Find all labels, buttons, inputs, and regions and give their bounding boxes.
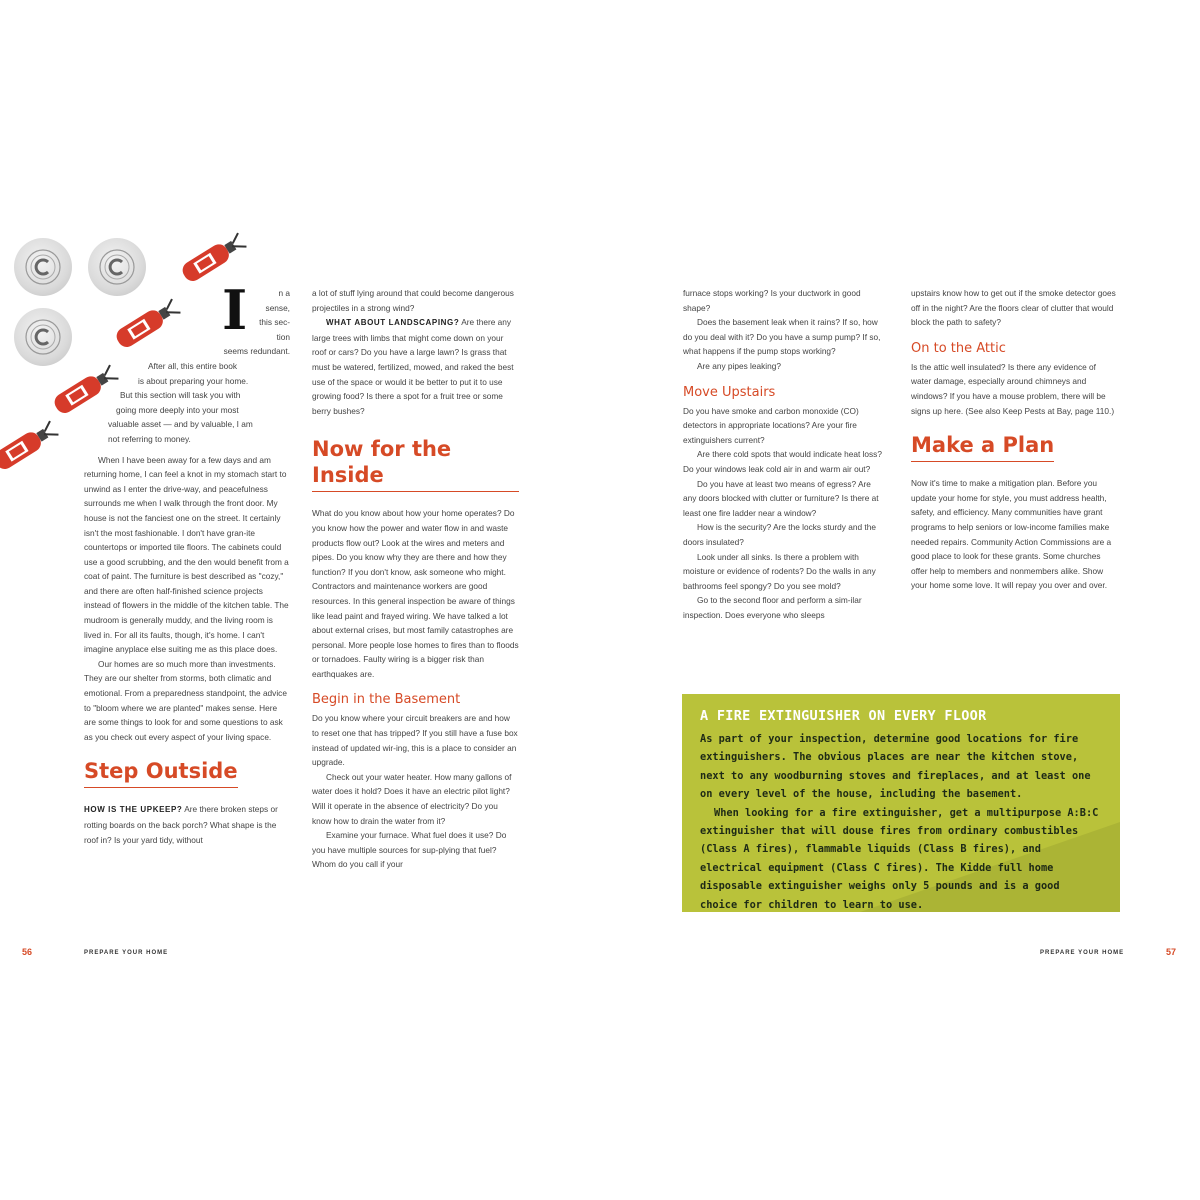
section-heading: Make a Plan [911,432,1054,462]
sidebar-title: A FIRE EXTINGUISHER ON EVERY FLOOR [700,708,987,724]
smoke-detector-icon [14,238,72,296]
page-number-right: 57 [1166,947,1177,957]
paragraph: a lot of stuff lying around that could become dangerous projectiles in a strong wind? [312,288,514,313]
paragraph: Now it's time to make a mitigation plan. Before you update your home for style, you must address health, safety, and efficiency. Many communities have grant programs to help seniors or low-income families make needed repairs. Community Action Commissions are a good place to look for these grants. Some churches offer help to members and nonmembers alike. Show your home some love. It will repay you over and over. [911,478,1112,591]
page-number-left: 56 [22,947,33,957]
section-heading: Now for the Inside [312,436,519,492]
paragraph: furnace stops working? Is your ductwork in good shape? [683,288,861,313]
subsection-heading: Move Upstairs [683,384,776,400]
intro-paragraph: I n a sense, this sec- tion seems redundant. After all, this entire book is about preparing your home. But this section will task you with going more deeply into your most valuable asset — and by valuable, I am not referring to money. [108,278,290,444]
smoke-detector-icon [14,308,72,366]
column-3 [683,286,883,622]
drop-cap: I [222,278,248,342]
paragraph: Does the basement leak when it rains? If so, how do you deal with it? Do you have a sump pump? If so, what happens if the pump stops working? [683,317,881,357]
running-head-left: PREPARE YOUR HOME [84,950,169,956]
paragraph: Is the attic well insulated? Is there any evidence of water damage, especially around chimneys and windows? If you have a mouse problem, there will be signs up here. (See also Keep Pests at Bay, page 110.) [911,361,1115,416]
sidebar-paragraph: When looking for a fire extinguisher, get a multipurpose A:B:C extinguisher that will douse fires from ordinary combustibles (Class A fires), flammable liquids (Class B fires), and electrical equipment (Class C fires). The Kidde full home disposable extinguisher weighs only 5 pounds and is a good choice for children to learn to use. [700,806,1099,911]
paragraph: Do you have at least two means of egress? Are any doors blocked with clutter or furniture? Is there at least one fire ladder near a window? [683,478,879,518]
paragraph: Look under all sinks. Is there a problem with moisture or evidence of rodents? Do the walls in any bathrooms feel spongy? Do you see mold? [683,551,876,591]
paragraph: Are any pipes leaking? [697,360,781,371]
sidebar-paragraph: As part of your inspection, determine good locations for fire extinguishers. The obvious places are near the kitchen stove, next to any woodburning stoves and fireplaces, and at least one on every level of the house, including the basement. [700,733,1091,801]
paragraph: Our homes are so much more than investments. They are our shelter from storms, both climatic and emotional. From a preparedness standpoint, the advice to "bloom where we are planted" makes sense. Here are some things to look for and some questions to ask as you check out every aspect of your living space. [84,658,287,742]
paragraph: Do you know where your circuit breakers are and how to reset one that has tripped? If you still have a fuse box instead of updated wir-ing, this is a place to consider an upgrade. [312,713,518,768]
subsection-heading: Begin in the Basement [312,692,461,708]
column-4 [911,286,1117,593]
paragraph: How is the security? Are the locks sturdy and the doors insulated? [683,522,876,547]
section-heading: Step Outside [84,758,238,788]
paragraph: HOW IS THE UPKEEP? Are there broken steps or rotting boards on the back porch? What shape is the roof in? Is your yard tidy, without [84,804,278,845]
paragraph: Go to the second floor and perform a sim-ilar inspection. Does everyone who sleeps [683,595,862,620]
fire-extinguisher-icon [0,418,62,478]
paragraph: upstairs know how to get out if the smoke detector goes off in the night? Are the floors clear of clutter that would block the path to safety? [911,288,1116,328]
paragraph: When I have been away for a few days and am returning home, I can feel a knot in my stomach start to unwind as I enter the drive-way, and peacefulness surrounds me when I walk through the front door. My house is not the fanciest one on the street. It certainly isn't the most fashionable. I don't have gran-ite countertops or imported tile floors. The cabinets could use a good scrubbing, and the den would benefit from a coat of paint. The furniture is best described as "cozy," and there are often half-finished science projects instead of flowers in the middle of the kitchen table. The mudroom is generally muddy, and the living room is lived in. For all its faults, though, it's home. I can't imagine anyplace else suiting me as this place does. [84,454,289,655]
paragraph: Check out your water heater. How many gallons of water does it hold? Does it have an electric pilot light? Will it operate in the absence of electricity? Do you know how to drain the water from it? [312,771,512,826]
sidebar-box [682,694,1120,912]
column-2 [312,286,519,872]
column-1 [84,278,290,847]
paragraph: Do you have smoke and carbon monoxide (CO) detectors in appropriate locations? Are your fire extinguishers current? [683,405,859,445]
paragraph: Are there cold spots that would indicate heat loss? Do your windows leak cold air in and warm air out? [683,449,882,474]
subsection-heading: On to the Attic [911,340,1006,356]
running-head-right: PREPARE YOUR HOME [1040,950,1125,956]
paragraph: WHAT ABOUT LANDSCAPING? Are there any large trees with limbs that might come down on your roof or cars? Do you have a large lawn? Is grass that must be watered, fertilized, mowed, and raked the best use of the space or would it be better to put it to use growing food? Is there a spot for a fruit tree or some berry bushes? [312,317,514,416]
paragraph: Examine your furnace. What fuel does it use? Do you have multiple sources for sup-plying that fuel? Whom do you call if your [312,830,507,870]
paragraph: What do you know about how your home operates? Do you know how the power and water flow in and waste products flow out? Look at the wires and meters and pipes. Do you know why they are there and how they function? If you don't know, ask someone who might. Contractors and maintenance workers are good resources. In this general inspection be aware of things like lead paint and frayed wiring. We have talked a lot about external crises, but most family catastrophes are personal. More people lose homes to fires than to floods or tornadoes. Faulty wiring is a bigger risk than earthquakes are. [312,508,519,679]
